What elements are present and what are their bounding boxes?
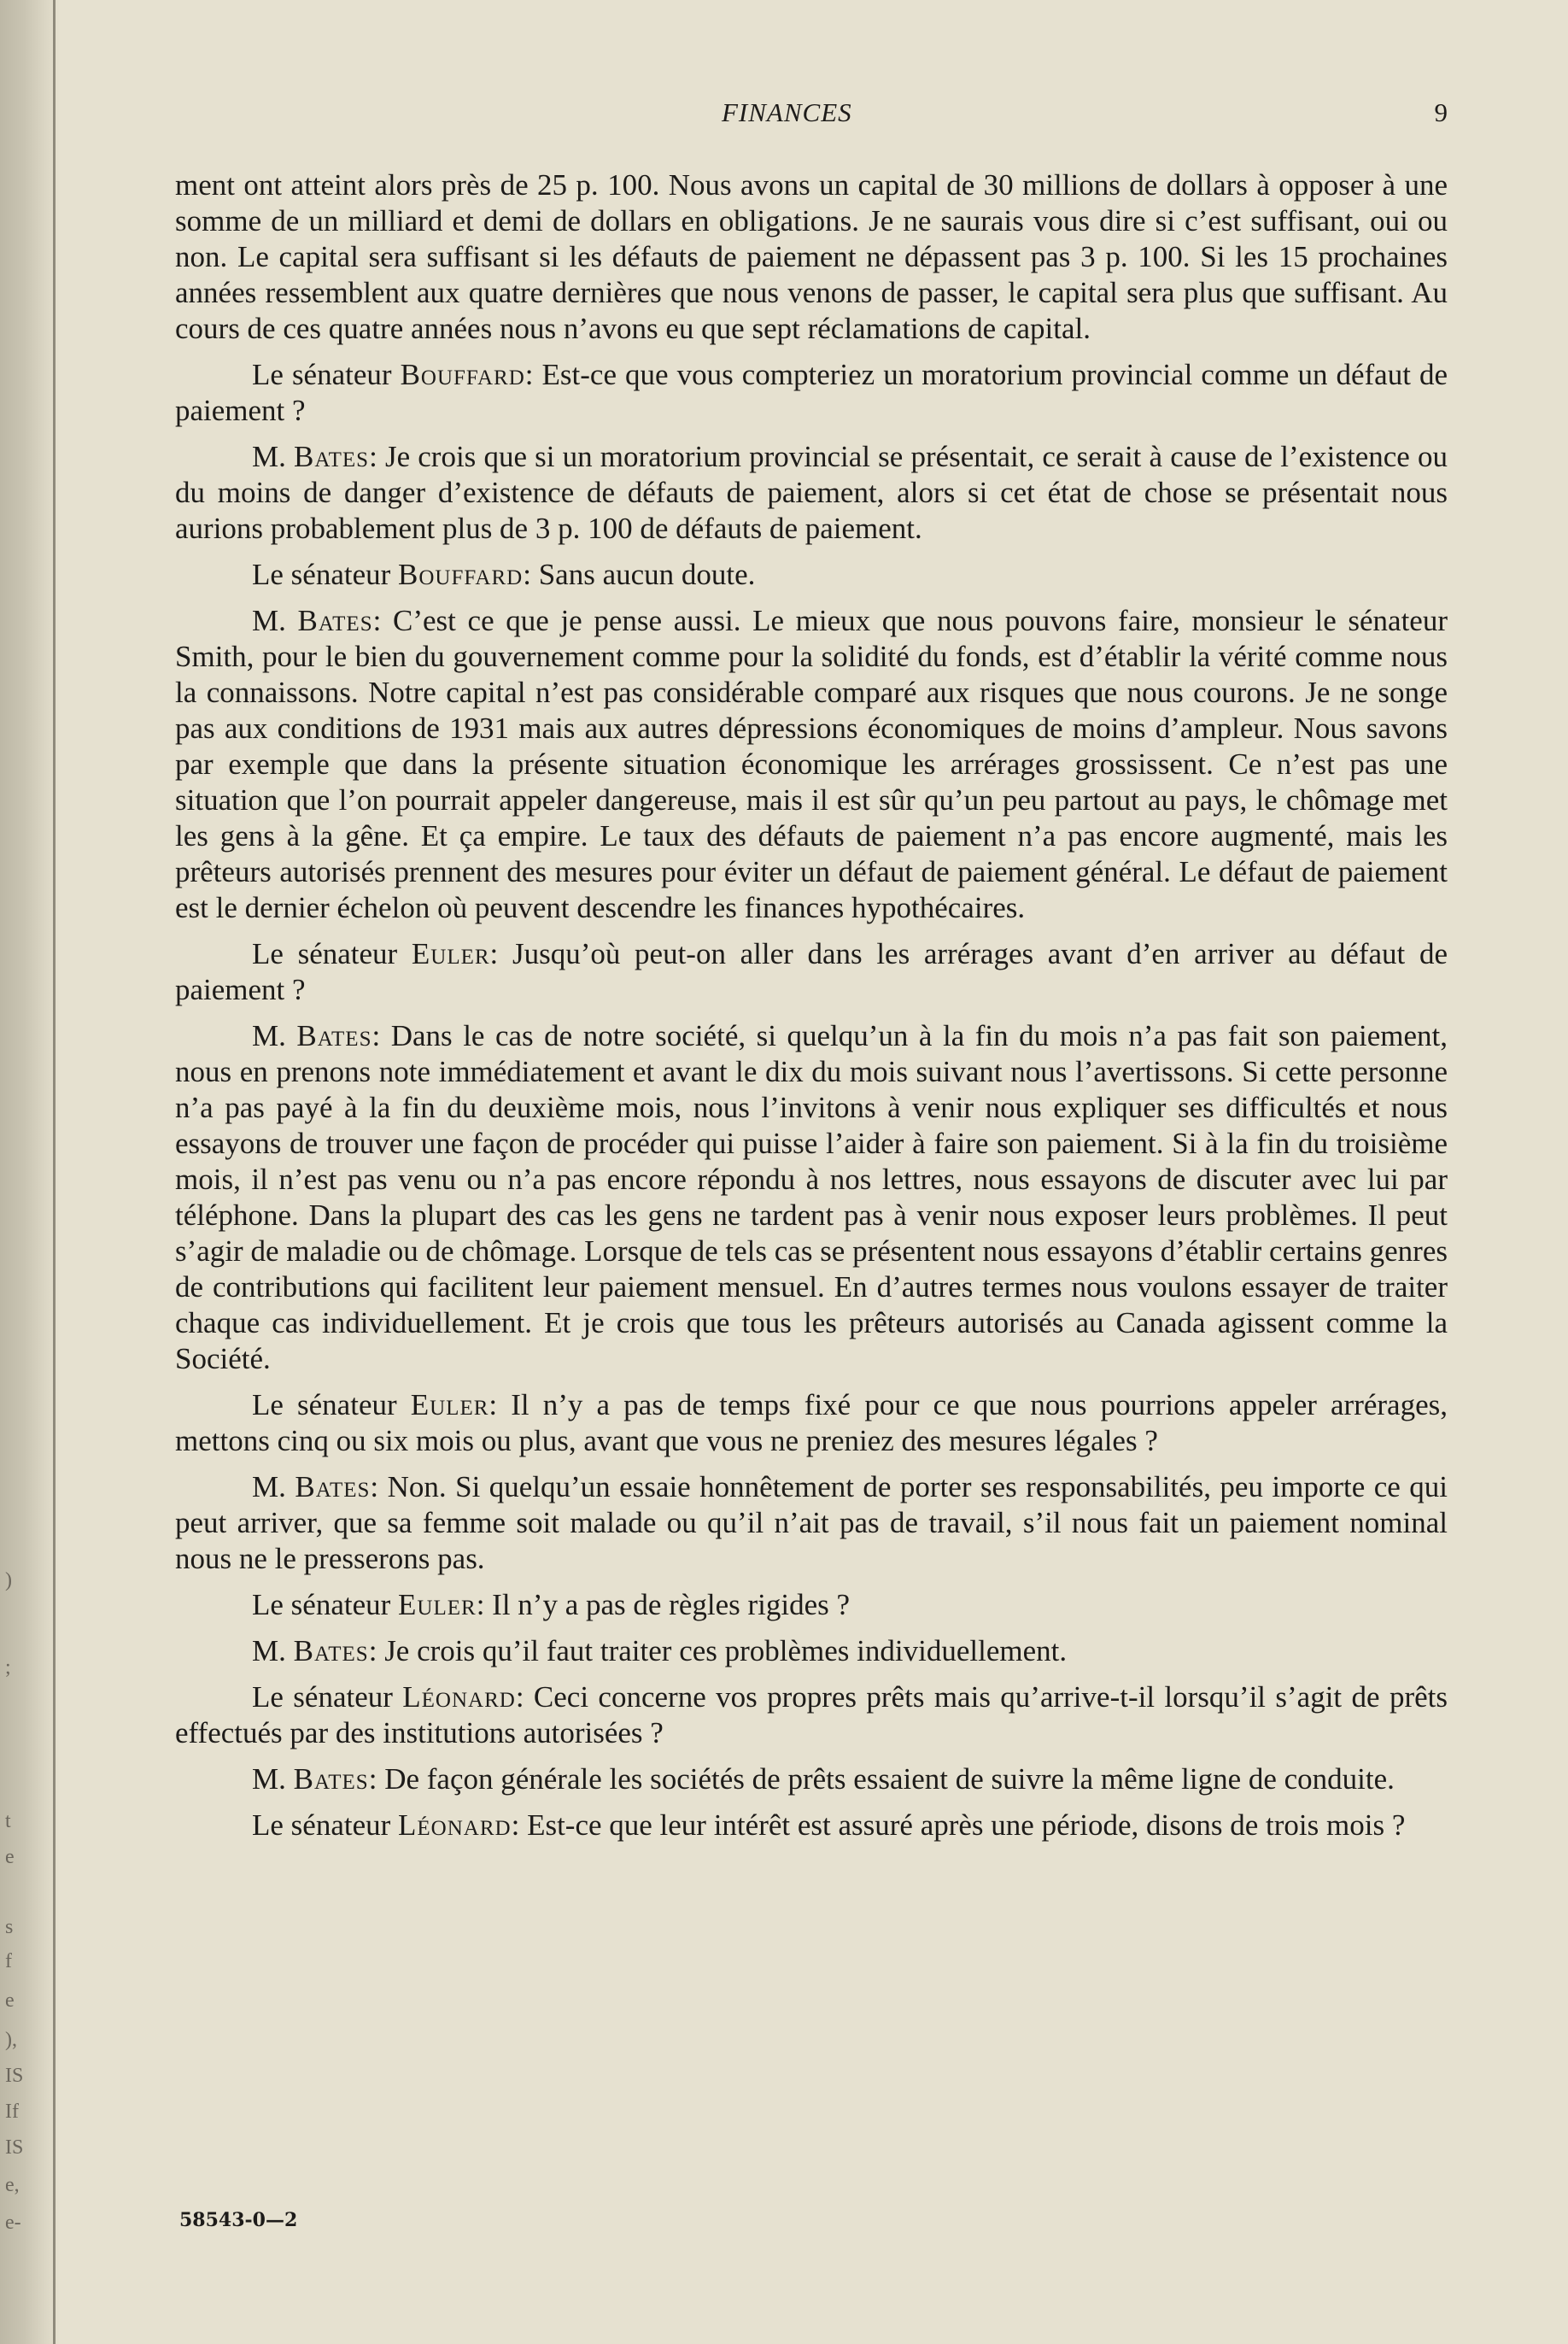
paragraph: [175, 167, 1448, 347]
paragraph: [175, 1387, 1448, 1459]
margin-bleed-mark: IS: [5, 2065, 24, 2087]
margin-bleed-mark: e-: [5, 2212, 21, 2234]
speaker-name: Bates: [296, 1019, 372, 1052]
speaker-colon: :: [372, 604, 382, 637]
paragraph: [175, 1808, 1448, 1843]
margin-bleed-mark: ),: [5, 2029, 17, 2051]
speaker-name: Bouffard: [400, 358, 525, 391]
speaker-prefix: M.: [252, 604, 298, 637]
paragraph-text: Je crois qu’il faut traiter ces problèmes individuellement.: [377, 1634, 1068, 1667]
paragraph-text: ment ont atteint alors près de 25 p. 100. Nous avons un capital de 30 millions de dollars à opposer à une somme de un milliard et demi de dollars en obligations. Je ne saurais vous dire si c’est suffisant, oui ou non. Le capital sera suffisant si les défauts de paiement ne dépassent pas 3 p. 100. Si les 15 prochaines années ressemblent aux quatre dernières que nous venons de passer, le capital sera plus que suffisant. Au cours de ces quatre années nous n’avons eu que sept réclamations de capital.: [175, 168, 1448, 345]
paragraph: [175, 1469, 1448, 1577]
speaker-colon: :: [523, 558, 531, 591]
page-number: 9: [1434, 97, 1448, 127]
speaker-name: Léonard: [402, 1680, 516, 1714]
body-text: [175, 167, 1448, 1854]
speaker-colon: :: [368, 1634, 377, 1667]
binding-edge: [53, 0, 56, 2344]
paragraph-text: Ceci concerne vos propres prêts mais qu’arrive-t-il lorsqu’il s’agit de prêts effectués par des institutions autorisées ?: [175, 1680, 1448, 1749]
speaker-colon: :: [511, 1808, 520, 1842]
paragraph-text: Dans le cas de notre société, si quelqu’un à la fin du mois n’a pas fait son paiement, nous en prenons note immédiatement et avant le dix du mois suivant nous l’avertissons. Si cette personne n’a pas payé à la fin du deuxième mois, nous l’invitons à venir nous expliquer ses difficultés et nous essayons de trouver une façon de procéder qui puisse l’aider à faire son paiement. Si à la fin du troisième mois, il n’est pas venu ou n’a pas encore répondu à nos lettres, nous essayons de discuter avec lui par téléphone. Dans la plupart des cas les gens ne tardent pas à venir nous exposer leurs problèmes. Il peut s’agir de maladie ou de chômage. Lorsque de tels cas se présentent nous essayons d’établir certains genres de contributions qui facilitent leur paiement mensuel. En d’autres termes nous voulons essayer de traiter chaque cas individuellement. Et je crois que tous les prêteurs autorisés au Canada agissent comme la Société.: [175, 1019, 1448, 1375]
paragraph-text: Il n’y a pas de temps fixé pour ce que nous pourrions appeler arrérages, mettons cinq ou six mois ou plus, avant que vous ne preniez des mesures légales ?: [175, 1388, 1448, 1457]
margin-bleed-mark: IS: [5, 2136, 24, 2159]
margin-bleed-mark: If: [5, 2101, 19, 2123]
paragraph-text: C’est ce que je pense aussi. Le mieux que nous pouvons faire, monsieur le sénateur Smith, pour le bien du gouvernement comme pour la solidité du fonds, est d’établir la vérité comme nous la connaissons. Notre capital n’est pas considérable comparé aux risques que nous courons. Je ne songe pas aux conditions de 1931 mais aux autres dépressions économiques de moins d’ampleur. Nous savons par exemple que dans la présente situation économique les arrérages grossissent. Ce n’est pas une situation que l’on pourrait appeler dangereuse, mais il est sûr qu’un peu partout au pays, le chômage met les gens à la gêne. Et ça empire. Le taux des défauts de paiement n’a pas encore augmenté, mais les prêteurs autorisés prennent des mesures pour éviter un défaut de paiement général. Le défaut de paiement est le dernier échelon où peuvent descendre les finances hypothécaires.: [175, 604, 1448, 924]
speaker-colon: :: [369, 440, 377, 473]
paragraph-text: Est-ce que vous compteriez un moratorium provincial comme un défaut de paiement ?: [175, 358, 1448, 427]
speaker-prefix: Le sénateur: [252, 1588, 399, 1621]
speaker-name: Bates: [294, 440, 370, 473]
margin-bleed-mark: f: [5, 1950, 12, 1972]
paragraph-text: Jusqu’où peut-on aller dans les arrérages avant d’en arriver au défaut de paiement ?: [175, 937, 1448, 1006]
paragraph-text: Est-ce que leur intérêt est assuré après une période, disons de trois mois ?: [519, 1808, 1406, 1842]
paragraph: [175, 1587, 1448, 1623]
speaker-name: Bates: [293, 1634, 369, 1667]
margin-bleed-mark: s: [5, 1916, 14, 1938]
paragraph: [175, 1761, 1448, 1797]
speaker-colon: :: [515, 1680, 524, 1714]
paragraph-text: Non. Si quelqu’un essaie honnêtement de porter ses responsabilités, peu importe ce qui peut arriver, que sa femme soit malade ou qu’il n’ait pas de travail, s’il nous fait un paiement nominal nous ne le presserons pas.: [175, 1470, 1448, 1575]
paragraph: [175, 936, 1448, 1008]
speaker-name: Bates: [295, 1470, 371, 1503]
paragraph: [175, 1679, 1448, 1751]
speaker-prefix: Le sénateur: [252, 1808, 399, 1842]
speaker-name: Euler: [411, 937, 490, 970]
paragraph-text: Il n’y a pas de règles rigides ?: [484, 1588, 851, 1621]
paragraph-text: De façon générale les sociétés de prêts essaient de suivre la même ligne de conduite.: [377, 1762, 1395, 1796]
speaker-prefix: Le sénateur: [252, 937, 412, 970]
speaker-colon: :: [370, 1470, 379, 1503]
speaker-colon: :: [524, 358, 534, 391]
margin-bleed-mark: t: [5, 1810, 11, 1832]
speaker-name: Léonard: [398, 1808, 512, 1842]
paragraph: [175, 357, 1448, 429]
speaker-prefix: M.: [252, 1470, 295, 1503]
speaker-colon: :: [489, 937, 499, 970]
margin-bleed-mark: ;: [5, 1656, 11, 1679]
margin-bleed-mark: e,: [5, 2174, 20, 2196]
running-title: FINANCES: [722, 97, 852, 127]
speaker-colon: :: [476, 1588, 485, 1621]
speaker-name: Euler: [398, 1588, 477, 1621]
paragraph: [175, 439, 1448, 547]
speaker-colon: :: [372, 1019, 381, 1052]
speaker-name: Bouffard: [398, 558, 524, 591]
speaker-colon: :: [368, 1762, 377, 1796]
paragraph: [175, 1018, 1448, 1377]
speaker-prefix: M.: [252, 440, 295, 473]
speaker-prefix: Le sénateur: [252, 1680, 403, 1714]
speaker-prefix: M.: [252, 1762, 294, 1796]
paragraph-text: Je crois que si un moratorium provincial se présentait, ce serait à cause de l’existence ou du moins de danger d’existence de défauts de paiement, alors si cet état de chose se présentait nous aurions probablement plus de 3 p. 100 de défauts de paiement.: [175, 440, 1448, 545]
speaker-prefix: M.: [252, 1019, 297, 1052]
paragraph: [175, 603, 1448, 926]
speaker-prefix: Le sénateur: [252, 358, 401, 391]
paragraph: [175, 557, 1448, 593]
speaker-colon: :: [489, 1388, 498, 1421]
speaker-prefix: M.: [252, 1634, 294, 1667]
margin-bleed-mark: e: [5, 1846, 15, 1868]
speaker-name: Bates: [293, 1762, 369, 1796]
print-code: 58543-0—2: [179, 2209, 298, 2231]
paragraph-text: Sans aucun doute.: [530, 558, 756, 591]
speaker-name: Euler: [410, 1388, 489, 1421]
speaker-prefix: Le sénateur: [252, 1388, 411, 1421]
margin-bleed-mark: ): [5, 1569, 12, 1591]
speaker-prefix: Le sénateur: [252, 558, 399, 591]
running-header: [175, 97, 1448, 140]
margin-bleed-mark: e: [5, 1989, 15, 2012]
speaker-name: Bates: [297, 604, 373, 637]
paragraph: [175, 1633, 1448, 1669]
